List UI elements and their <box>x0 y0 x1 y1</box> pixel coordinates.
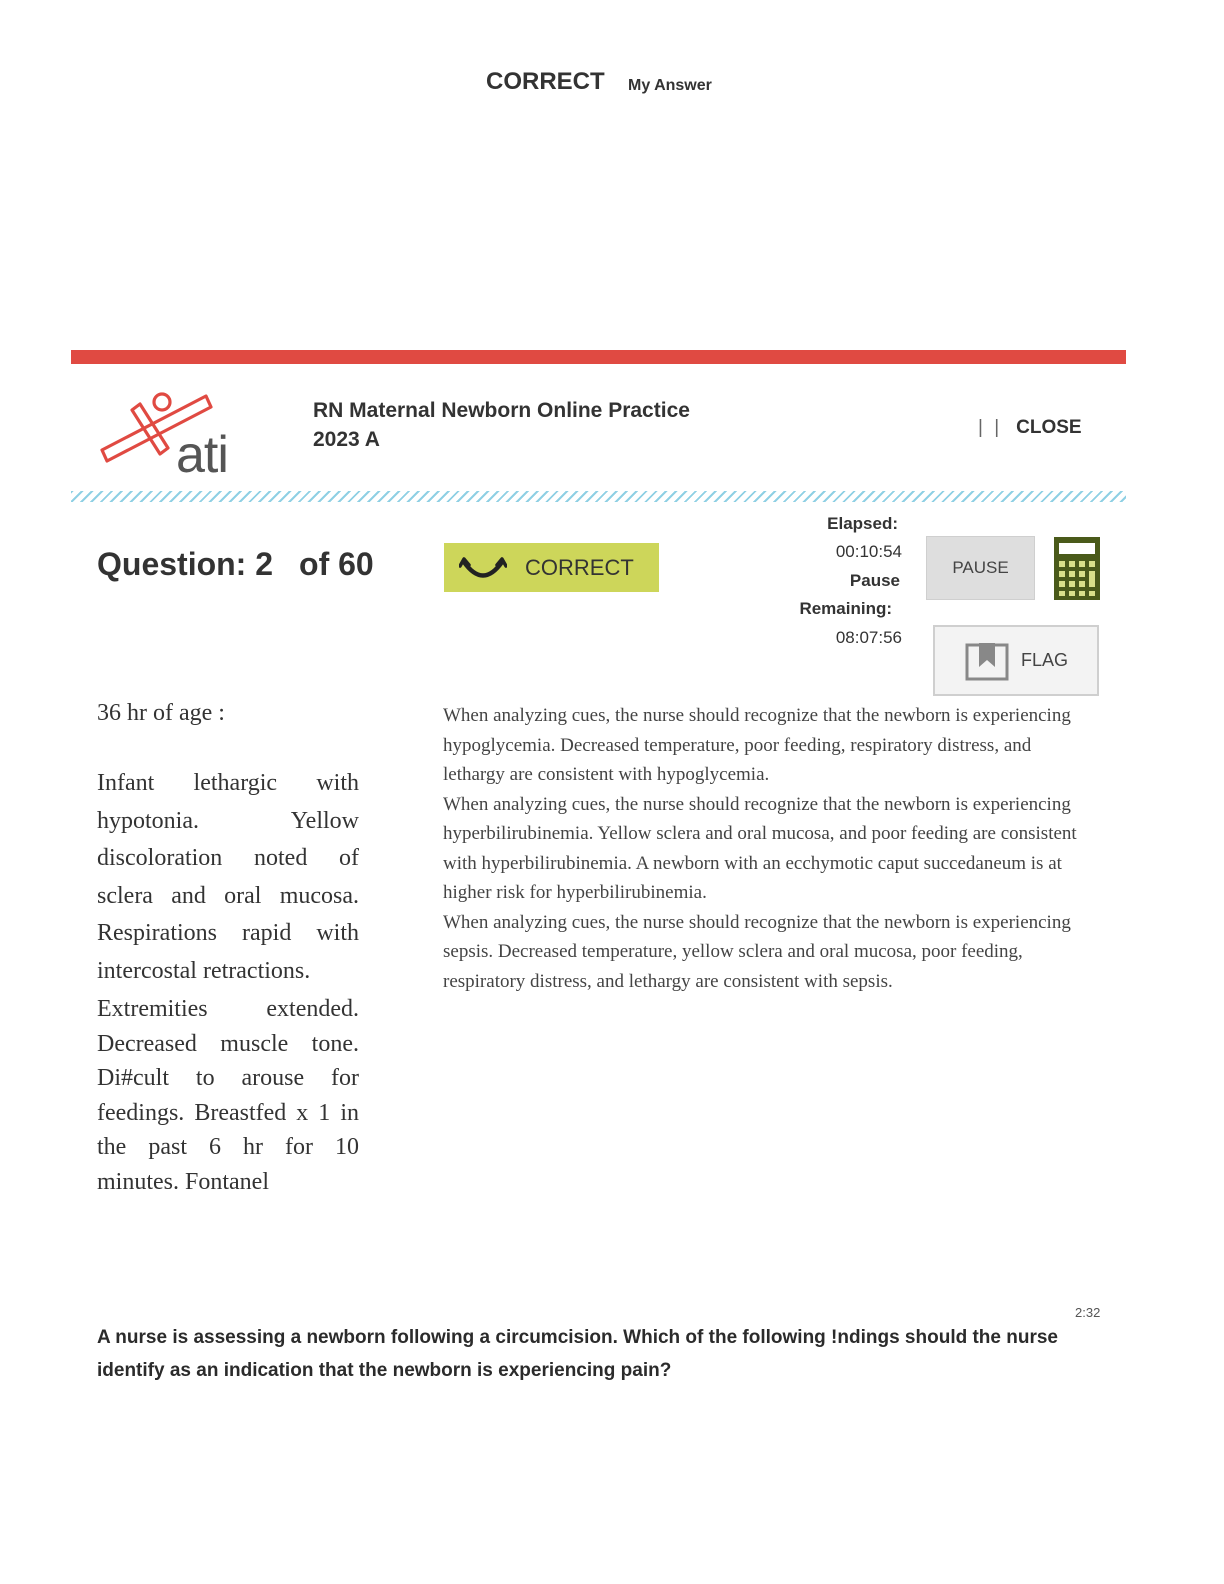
question-total: of 60 <box>299 546 374 582</box>
bookmark-icon <box>965 641 1009 681</box>
question-counter <box>97 546 374 583</box>
scenario-panel <box>97 700 359 1199</box>
rationale-panel <box>443 701 1093 996</box>
flag-button[interactable] <box>933 625 1099 696</box>
scenario-paragraph-2: Extremities extended. Decreased muscle tone. Di#cult to arouse for feedings. Breastfed x 1 in the past 6 hr for 10 minutes. Fontanel <box>97 996 359 1195</box>
calculator-icon[interactable] <box>1054 537 1100 600</box>
scenario-paragraph-1: Infant lethargic with hypotonia. Yellow discoloration noted of sclera and oral mucosa. Respirations rapid with intercostal retractions. <box>97 770 359 984</box>
logo-text: ati <box>176 426 228 478</box>
course-title <box>313 396 773 454</box>
my-answer-label: My Answer <box>628 77 712 94</box>
hatched-divider <box>71 491 1126 502</box>
ati-logo <box>98 388 258 478</box>
brand-bar <box>71 350 1126 364</box>
rationale-sepsis: When analyzing cues, the nurse should recognize that the newborn is experiencing sepsis. Decreased temperature, yellow sclera and oral mucosa, poor feeding, respiratory distress, and lethargy are consistent with sepsis. <box>443 911 1071 992</box>
scenario-age: 36 hr of age : <box>97 700 225 726</box>
elapsed-label: Elapsed: <box>827 514 898 533</box>
smile-icon <box>459 555 507 581</box>
question-number: Question: 2 <box>97 546 274 582</box>
close-separator: | | <box>978 417 1003 438</box>
pause-remaining-label: Pause <box>849 571 900 590</box>
remaining-value: 08:07:56 <box>835 628 902 647</box>
course-title-line2: 2023 A <box>313 428 380 451</box>
pause-button[interactable]: PAUSE <box>926 536 1035 600</box>
next-question-text: A nurse is assessing a newborn following a circumcision. Which of the following !ndings should the nurse identify as an indication that the newborn is experiencing pain? <box>97 1327 1059 1381</box>
result-label: CORRECT <box>525 554 634 580</box>
result-badge <box>444 543 659 592</box>
rationale-hyperbilirubinemia: When analyzing cues, the nurse should recognize that the newborn is experiencing hyperbilirubinemia. Yellow sclera and oral mucosa, and poor feeding are consistent with hyperbilirubinemia. A newborn with an ecchymotic caput succedaneum is at higher risk for hyperbilirubinemia. <box>443 793 1077 903</box>
remaining-label: Remaining: <box>799 599 892 618</box>
flag-label: FLAG <box>1021 650 1069 670</box>
course-title-line1: RN Maternal Newborn Online Practice <box>313 399 690 422</box>
timestamp: 2:32 <box>1075 1305 1101 1320</box>
close-button[interactable]: CLOSE <box>1016 417 1082 438</box>
elapsed-value: 00:10:54 <box>835 542 902 561</box>
top-status-label: CORRECT <box>486 68 605 95</box>
close-area <box>978 417 1082 439</box>
rationale-hypoglycemia: When analyzing cues, the nurse should recognize that the newborn is experiencing hypoglycemia. Decreased temperature, poor feeding, respiratory distress, and lethargy are consistent with hypoglycemia. <box>443 705 1071 785</box>
